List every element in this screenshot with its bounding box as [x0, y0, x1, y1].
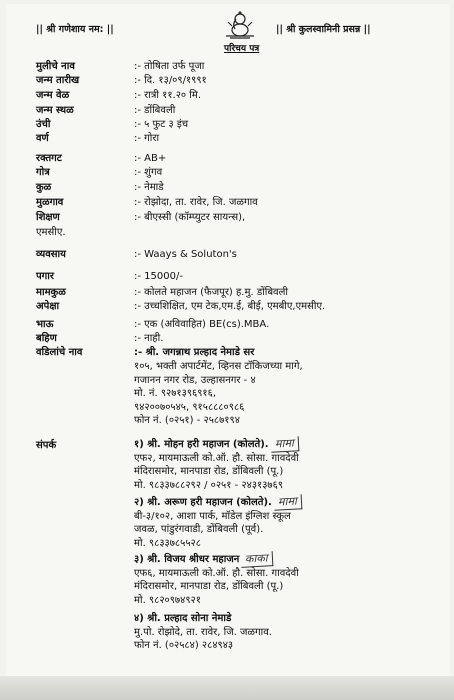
biodata-page — [6, 4, 450, 694]
field-value: :- ५ फुट ३ इंच — [134, 119, 189, 130]
contact-entry — [134, 552, 299, 607]
field-value: :- दि. १३/०९/१९९१ — [134, 75, 207, 86]
contact-line: मो. ९८३३७८८२९२ / ०२५१ - २४३१३७६९ — [134, 479, 284, 491]
contact-line: फोन नं. (०२५८४) २८४९४३ — [134, 640, 234, 651]
field-row — [36, 270, 183, 283]
contact-name: २) श्री. अरूण हरी महाजन (कोलते). — [134, 497, 272, 508]
field-value: :- तोषिता उर्फ पूजा — [134, 61, 205, 72]
field-value: :- कोलते महाजन (फैजपूर) ह.मु. डोंबिवली — [134, 287, 288, 298]
field-row — [36, 60, 204, 73]
field-label: शिक्षण — [36, 212, 60, 223]
field-label: वर्ण — [36, 133, 49, 144]
field-value: :- डोंबिवली — [134, 105, 176, 116]
address-line: १०५, भक्ती अपार्टमेंट, व्हिनस टॉकिजच्या मागे, — [134, 361, 303, 372]
handwritten-note: मामा — [273, 494, 302, 510]
field-row — [36, 104, 175, 117]
contact-line: मो. ९८२०९७४९२१ — [134, 594, 201, 606]
field-row — [36, 346, 254, 359]
field-value: :- Waays & Soluton's — [134, 249, 237, 260]
contact-name: १) श्री. मोहन हरी महाजन (कोलते). — [134, 439, 269, 450]
ganesh-icon — [220, 10, 260, 40]
contact-name: ३) श्री. विजय श्रीधर महाजन — [134, 554, 240, 565]
field-value: :- श्री. जगन्नाथ प्रल्हाद नेमाडे सर — [134, 347, 255, 358]
field-label: व्यवसाय — [36, 249, 66, 260]
header-right-invocation: || श्री कुलस्वामिनी प्रसन्न || — [276, 24, 371, 35]
contact-line: एफ२, मायमाऊली को.ऑ. हौ. सोसा. गावदेवी — [134, 452, 299, 464]
field-label: बहिण — [36, 333, 57, 344]
contact-label: संपर्क — [36, 440, 57, 451]
field-value: :- गोरा — [134, 133, 160, 144]
field-row — [36, 248, 237, 261]
field-row — [36, 286, 288, 299]
field-value: :- रात्री ११.२० मि. — [134, 90, 202, 101]
father-address — [134, 360, 303, 428]
field-row — [36, 318, 269, 331]
field-value: :- शुंगव — [134, 167, 163, 178]
education-continuation: एमसीए. — [36, 227, 66, 238]
field-label: गोत्र — [36, 167, 50, 178]
handwritten-note: मामा — [270, 436, 299, 452]
page-title: परिचय पत्र — [224, 44, 260, 54]
field-row — [36, 74, 207, 87]
header-left-invocation: || श्री गणेशाय नम: || — [36, 24, 114, 35]
address-line: ९४२००७०५४५, ९१५८८८०९८६ — [134, 401, 245, 413]
field-label: भाऊ — [36, 319, 54, 330]
field-label: पगार — [36, 271, 54, 282]
field-label: मुळगाव — [36, 197, 64, 208]
field-row — [36, 89, 201, 102]
contact-entry — [134, 612, 272, 653]
contact-line: मो. ९८३३७८५५२८ — [134, 537, 201, 549]
field-row — [36, 181, 164, 194]
field-value: :- AB+ — [134, 153, 167, 164]
field-label: रक्तगट — [36, 153, 62, 164]
contact-entry — [134, 495, 302, 550]
contact-name: ४) श्री. प्रल्हाद सोना नेमाडे — [134, 613, 232, 624]
field-label: मामकुळ — [36, 287, 66, 298]
field-value: :- 15000/- — [134, 271, 183, 282]
field-row — [36, 132, 159, 145]
field-label: जन्म स्थळ — [36, 105, 74, 116]
address-line: मो. नं. ९२७१३९६९१६, — [134, 388, 217, 399]
field-label: जन्म वेळ — [36, 90, 70, 101]
field-value: :- नाही. — [134, 333, 164, 344]
field-row — [36, 300, 325, 313]
field-row — [36, 118, 188, 131]
contact-line: मंदिरासमोर, मानपाडा रोड, डोंबिवली (पू.) — [134, 466, 284, 477]
field-value: :- नेमाडे — [134, 182, 164, 193]
contact-line: मु.पो. रोझोदे, ता. रावेर, जि. जळगाव. — [134, 626, 272, 638]
field-label: मुलीचे नाव — [36, 61, 75, 72]
field-label: कुळ — [36, 182, 52, 193]
field-value: :- बीएस्सी (कॉम्प्युटर सायन्स), — [134, 212, 246, 223]
contact-line: बी-३/१०२, आशा पार्क, मॉडेल इंग्लिश स्कूल — [134, 510, 291, 522]
field-value: :- उच्चशिक्षित, एम टेक,एम.ई, बीई, एमबीए,एमसीए. — [134, 301, 326, 312]
field-row — [36, 332, 163, 345]
contact-line: एफ६, मायमाऊली को.ऑ. हौ. सोसा. गावदेवी — [134, 567, 299, 579]
field-label: उंची — [36, 119, 51, 130]
scan-bottom-edge — [0, 676, 454, 700]
contact-line: जवळ, पांडुरंगवाडी, डोंबिवली (पूर्व). — [134, 524, 264, 535]
field-label: अपेक्षा — [36, 301, 60, 312]
field-row — [36, 196, 258, 209]
contact-line: मंदिरासमोर, मानपाडा रोड, डोंबिवली (पू.) — [134, 581, 284, 592]
field-row — [36, 166, 162, 179]
field-value: :- एक (अविवाहित) BE(cs).MBA. — [134, 319, 270, 330]
handwritten-note: काका — [241, 551, 273, 567]
field-label: जन्म तारीख — [36, 75, 80, 86]
field-label: वडिलांचे नाव — [36, 347, 83, 358]
field-row — [36, 152, 166, 165]
address-line: फोन नं. (०२५१) - २५८७१९४ — [134, 415, 240, 426]
contact-entry — [134, 437, 299, 492]
field-value: :- रोझोदा, ता. रावेर, जि. जळगाव — [134, 197, 258, 208]
address-line: गजानन नगर रोड, उल्हासनगर - ४ — [134, 374, 256, 386]
field-row — [36, 211, 245, 224]
